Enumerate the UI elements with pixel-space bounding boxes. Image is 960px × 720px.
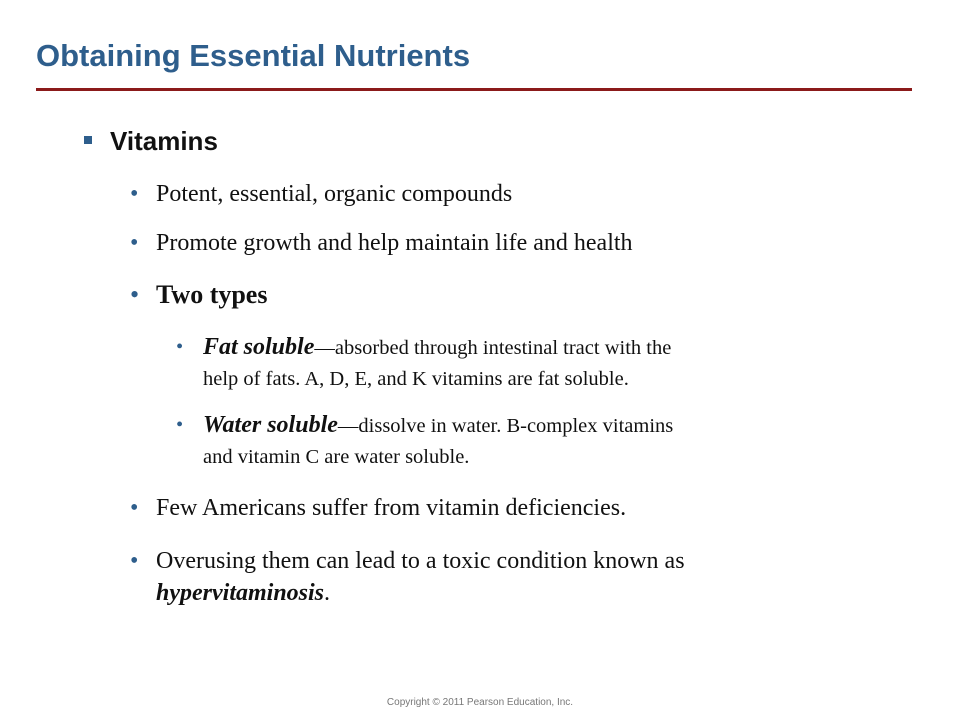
- sub-bullet-item: [176, 410, 674, 473]
- bullet-dot-icon: •: [130, 548, 139, 574]
- bullet-text: Few Americans suffer from vitamin deficiencies.: [156, 495, 627, 521]
- sub-bullet-text: dissolve in water. B-complex vitamins: [358, 415, 674, 437]
- bullet-dot-icon: •: [130, 280, 140, 309]
- sub-bullet-text: absorbed through intestinal tract with the: [334, 337, 672, 359]
- sub-bullet-text-continued: and vitamin C are water soluble.: [203, 446, 470, 468]
- slide-title: Obtaining Essential Nutrients: [36, 38, 471, 73]
- sub-bullet-item: [176, 332, 672, 395]
- copyright-footer: Copyright © 2011 Pearson Education, Inc.: [386, 697, 574, 708]
- bullet-dot-icon: •: [130, 495, 139, 521]
- heading-vitamins: [84, 126, 218, 157]
- bullet-item: [130, 180, 513, 208]
- bullet-text: Overusing them can lead to a toxic condition known as: [156, 548, 685, 574]
- em-dash: —: [314, 337, 335, 359]
- bullet-text: Two types: [156, 280, 268, 309]
- bullet-text: Potent, essential, organic compounds: [156, 181, 513, 207]
- bullet-item: [130, 494, 627, 522]
- bullet-text-end: .: [324, 580, 331, 606]
- square-bullet-icon: [84, 136, 92, 144]
- bullet-dot-icon: •: [176, 336, 184, 358]
- em-dash: —: [337, 415, 359, 437]
- bullet-item: [130, 229, 633, 257]
- sub-bullet-text-continued: help of fats. A, D, E, and K vitamins are fat soluble.: [203, 368, 629, 390]
- heading-text: Vitamins: [110, 126, 218, 156]
- bullet-dot-icon: •: [130, 181, 139, 207]
- bullet-item: [130, 545, 685, 609]
- bullet-text: Promote growth and help maintain life and health: [156, 230, 633, 256]
- term-water-soluble: Water soluble: [203, 412, 338, 438]
- bullet-dot-icon: •: [176, 414, 184, 436]
- bullet-item: [130, 280, 268, 310]
- term-hypervitaminosis: hypervitaminosis: [156, 580, 325, 606]
- bullet-dot-icon: •: [130, 230, 139, 256]
- title-divider: [36, 88, 912, 91]
- term-fat-soluble: Fat soluble: [203, 334, 315, 360]
